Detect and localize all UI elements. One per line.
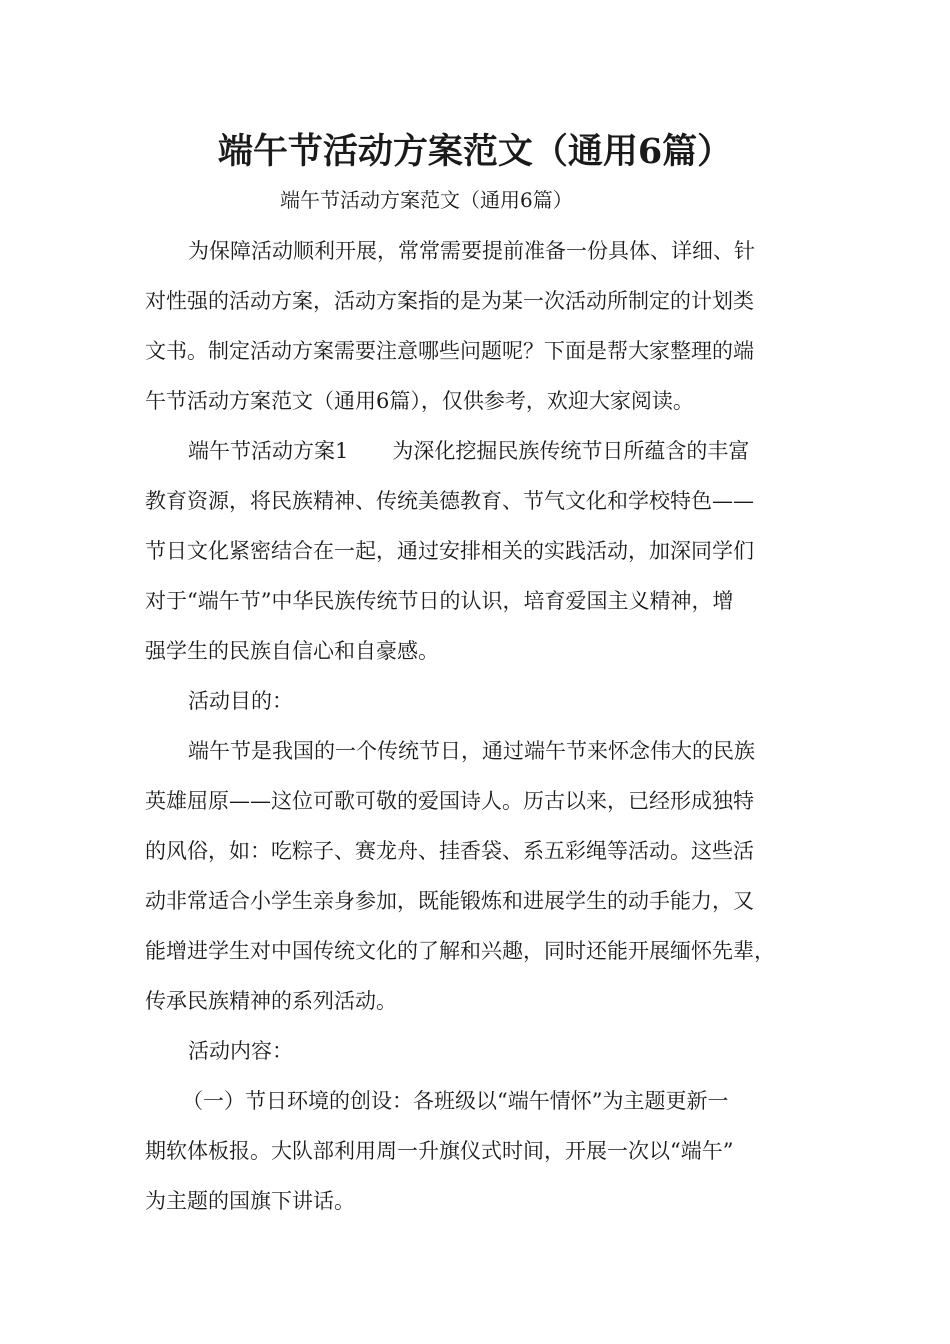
content-line: 期软体板报。大队部利用周一升旗仪式时间，开展一次以“端午” — [145, 1139, 734, 1163]
plan1-line: 教育资源，将民族精神、传统美德教育、节气文化和学校特色—— — [145, 489, 754, 513]
intro-line: 午节活动方案范文（通用6篇），仅供参考，欢迎大家阅读。 — [145, 389, 694, 413]
plan1-first-line — [188, 436, 749, 466]
purpose-line: 动非常适合小学生亲身参加，既能锻炼和进展学生的动手能力，又 — [145, 889, 754, 913]
plan1-line: 节日文化紧密结合在一起，通过安排相关的实践活动，加深同学们 — [145, 539, 754, 563]
plan1-text: 为深化挖掘民族传统节日所蕴含的丰富 — [392, 439, 750, 463]
document-subtitle: 端午节活动方案范文（通用6篇） — [280, 188, 573, 212]
purpose-line: 传承民族精神的系列活动。 — [145, 989, 397, 1013]
intro-line: 对性强的活动方案，活动方案指的是为某一次活动所制定的计划类 — [145, 289, 754, 313]
intro-line: 为保障活动顺利开展，常常需要提前准备一份具体、详细、针 — [188, 239, 755, 263]
purpose-line: 的风俗，如：吃粽子、赛龙舟、挂香袋、系五彩绳等活动。这些活 — [145, 839, 754, 863]
content-line: （一）节日环境的创设：各班级以“端午情怀”为主题更新一 — [182, 1089, 729, 1113]
intro-line: 文书。制定活动方案需要注意哪些问题呢？下面是帮大家整理的端 — [145, 339, 754, 363]
purpose-line: 端午节是我国的一个传统节日，通过端午节来怀念伟大的民族 — [188, 739, 755, 763]
plan1-line: 强学生的民族自信心和自豪感。 — [145, 639, 439, 663]
plan1-line: 对于“端午节”中华民族传统节日的认识，培育爱国主义精神，增 — [145, 589, 734, 613]
purpose-line: 能增进学生对中国传统文化的了解和兴趣，同时还能开展缅怀先辈， — [145, 939, 775, 963]
document-title: 端午节活动方案范文（通用6篇） — [217, 131, 733, 172]
content-heading: 活动内容： — [188, 1039, 293, 1063]
purpose-heading: 活动目的： — [188, 689, 293, 713]
plan1-heading: 端午节活动方案1 — [188, 439, 349, 463]
purpose-line: 英雄屈原——这位可歌可敬的爱国诗人。历古以来，已经形成独特 — [145, 789, 754, 813]
content-line: 为主题的国旗下讲话。 — [145, 1189, 355, 1213]
